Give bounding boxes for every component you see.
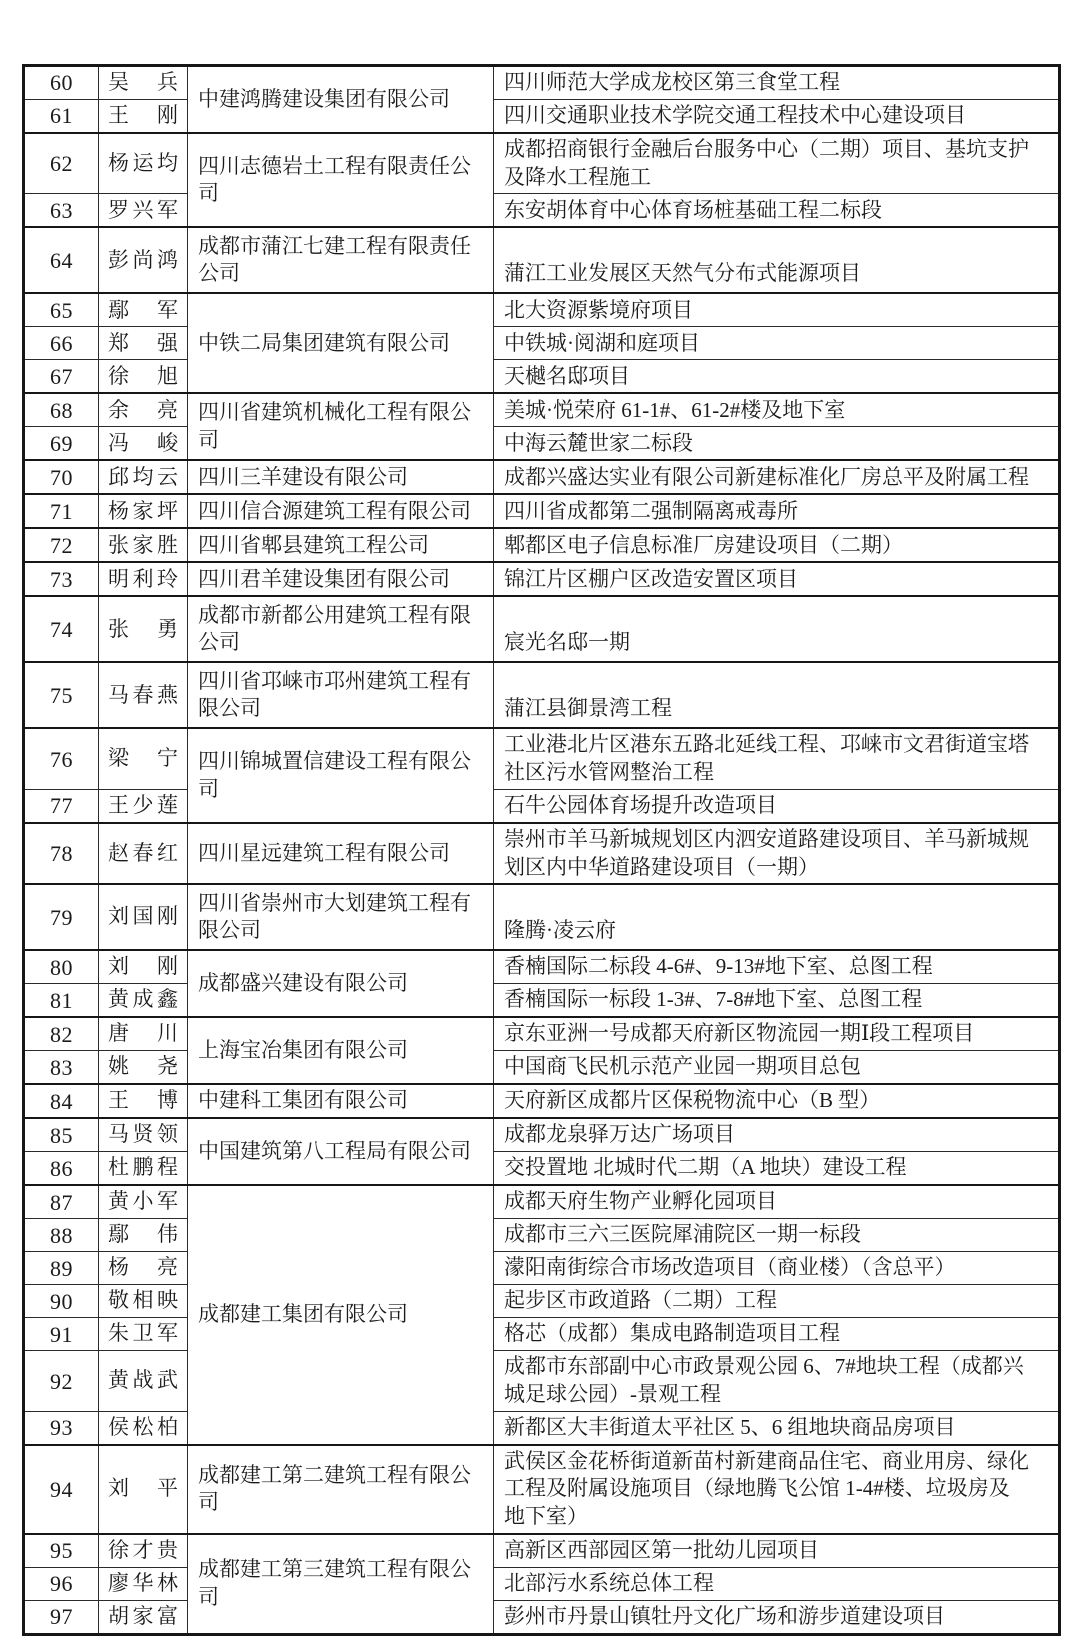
person-name: 马贤领 (108, 1122, 178, 1147)
person-name-cell (99, 327, 188, 360)
row-number-cell: 93 (24, 1411, 99, 1445)
row-number-cell: 80 (24, 950, 99, 984)
row-number-cell: 84 (24, 1084, 99, 1118)
person-name: 明利玲 (108, 566, 178, 591)
person-name-cell (99, 293, 188, 327)
table-row (24, 1411, 1060, 1445)
person-name: 张 勇 (108, 616, 178, 641)
row-number-cell: 77 (24, 789, 99, 823)
person-name: 郑 强 (108, 330, 178, 355)
project-cell: 中铁城·阅湖和庭项目 (494, 327, 1060, 360)
company-cell: 中建鸿腾建设集团有限公司 (188, 66, 494, 134)
row-number-cell: 69 (24, 427, 99, 461)
company-cell: 四川省崇州市大划建筑工程有限公司 (188, 884, 494, 950)
company-cell: 四川省郫县建筑工程公司 (188, 528, 494, 562)
table-row (24, 1084, 1060, 1118)
table-row (24, 1351, 1060, 1411)
person-name: 唐 川 (108, 1021, 178, 1046)
project-cell: 香楠国际二标段 4-6#、9-13#地下室、总图工程 (494, 950, 1060, 984)
project-cell: 格芯（成都）集成电路制造项目工程 (494, 1318, 1060, 1351)
person-name-cell (99, 133, 188, 194)
table-row (24, 662, 1060, 728)
table-row (24, 823, 1060, 884)
person-name-cell (99, 1534, 188, 1568)
person-name: 罗兴军 (108, 197, 178, 222)
table-row (24, 1219, 1060, 1252)
person-name-cell (99, 194, 188, 228)
person-name-cell (99, 1084, 188, 1118)
row-number-cell: 72 (24, 528, 99, 562)
row-number-cell: 92 (24, 1351, 99, 1411)
row-number-cell: 66 (24, 327, 99, 360)
person-name: 胡家富 (108, 1604, 178, 1629)
person-name: 朱卫军 (108, 1321, 178, 1346)
row-number-cell: 88 (24, 1219, 99, 1252)
person-name: 杨运均 (108, 150, 178, 175)
project-cell: 彭州市丹景山镇牡丹文化广场和游步道建设项目 (494, 1600, 1060, 1634)
project-cell: 成都天府生物产业孵化园项目 (494, 1185, 1060, 1219)
table-row (24, 1118, 1060, 1152)
table-row (24, 950, 1060, 984)
row-number-cell: 65 (24, 293, 99, 327)
person-name-cell (99, 1351, 188, 1411)
table-row (24, 528, 1060, 562)
project-cell: 工业港北片区港东五路北延线工程、邛崃市文君街道宝塔社区污水管网整治工程 (494, 728, 1060, 789)
row-number-cell: 73 (24, 562, 99, 596)
project-cell: 成都招商银行金融后台服务中心（二期）项目、基坑支护及降水工程施工 (494, 133, 1060, 194)
project-cell: 成都兴盛达实业有限公司新建标准化厂房总平及附属工程 (494, 460, 1060, 494)
person-name: 王少莲 (108, 793, 178, 818)
company-cell: 成都市新都公用建筑工程有限公司 (188, 596, 494, 662)
person-name: 侯松柏 (108, 1414, 178, 1439)
person-name-cell (99, 1411, 188, 1445)
project-cell: 濛阳南街综合市场改造项目（商业楼）（含总平） (494, 1252, 1060, 1285)
row-number-cell: 61 (24, 100, 99, 134)
company-cell: 四川志德岩土工程有限责任公司 (188, 133, 494, 227)
personnel-project-table (22, 64, 1061, 1636)
table-row (24, 227, 1060, 293)
row-number-cell: 60 (24, 66, 99, 100)
person-name: 彭尚鸿 (108, 247, 178, 272)
table-row (24, 728, 1060, 789)
table-row (24, 596, 1060, 662)
table-row (24, 1252, 1060, 1285)
company-cell: 成都市蒲江七建工程有限责任公司 (188, 227, 494, 293)
person-name-cell (99, 494, 188, 528)
table-row (24, 1017, 1060, 1051)
person-name: 杨 亮 (108, 1255, 178, 1280)
company-cell: 四川君羊建设集团有限公司 (188, 562, 494, 596)
person-name: 余 亮 (108, 397, 178, 422)
project-cell: 成都市三六三医院犀浦院区一期一标段 (494, 1219, 1060, 1252)
project-cell: 京东亚洲一号成都天府新区物流园一期Ⅰ段工程项目 (494, 1017, 1060, 1051)
table-row (24, 494, 1060, 528)
person-name-cell (99, 66, 188, 100)
row-number-cell: 74 (24, 596, 99, 662)
project-cell: 成都市东部副中心市政景观公园 6、7#地块工程（成都兴城足球公园）-景观工程 (494, 1351, 1060, 1411)
company-cell: 中国建筑第八工程局有限公司 (188, 1118, 494, 1185)
row-number-cell: 67 (24, 360, 99, 394)
company-cell: 四川三羊建设有限公司 (188, 460, 494, 494)
project-cell: 宸光名邸一期 (494, 596, 1060, 662)
person-name: 王 刚 (108, 103, 178, 128)
person-name: 刘 刚 (108, 954, 178, 979)
project-cell: 天府新区成都片区保税物流中心（B 型） (494, 1084, 1060, 1118)
person-name: 杜鹏程 (108, 1155, 178, 1180)
person-name: 黄战武 (108, 1368, 178, 1393)
row-number-cell: 79 (24, 884, 99, 950)
table-row (24, 1051, 1060, 1085)
row-number-cell: 94 (24, 1445, 99, 1534)
person-name: 赵春红 (108, 840, 178, 865)
person-name: 黄小军 (108, 1189, 178, 1214)
project-cell: 东安胡体育中心体育场桩基础工程二标段 (494, 194, 1060, 228)
person-name: 徐 旭 (108, 363, 178, 388)
row-number-cell: 68 (24, 393, 99, 427)
table-row (24, 1318, 1060, 1351)
person-name: 王 博 (108, 1088, 178, 1113)
person-name-cell (99, 427, 188, 461)
row-number-cell: 86 (24, 1152, 99, 1186)
row-number-cell: 87 (24, 1185, 99, 1219)
person-name-cell (99, 789, 188, 823)
person-name: 黄成鑫 (108, 987, 178, 1012)
person-name: 姚 尧 (108, 1054, 178, 1079)
person-name-cell (99, 1445, 188, 1534)
project-cell: 起步区市政道路（二期）工程 (494, 1285, 1060, 1318)
table-row (24, 562, 1060, 596)
document-page (22, 64, 1061, 1636)
company-cell: 成都建工集团有限公司 (188, 1185, 494, 1444)
person-name: 杨家坪 (108, 498, 178, 523)
company-cell: 成都盛兴建设有限公司 (188, 950, 494, 1017)
table-row (24, 66, 1060, 100)
table-row (24, 460, 1060, 494)
company-cell: 中建科工集团有限公司 (188, 1084, 494, 1118)
person-name-cell (99, 1152, 188, 1186)
person-name-cell (99, 1118, 188, 1152)
person-name-cell (99, 596, 188, 662)
row-number-cell: 97 (24, 1600, 99, 1634)
person-name-cell (99, 528, 188, 562)
person-name: 马春燕 (108, 682, 178, 707)
person-name-cell (99, 1219, 188, 1252)
project-cell: 中国商飞民机示范产业园一期项目总包 (494, 1051, 1060, 1085)
person-name-cell (99, 1600, 188, 1634)
table-row (24, 327, 1060, 360)
table-row (24, 133, 1060, 194)
row-number-cell: 90 (24, 1285, 99, 1318)
row-number-cell: 63 (24, 194, 99, 228)
row-number-cell: 70 (24, 460, 99, 494)
person-name-cell (99, 1318, 188, 1351)
person-name: 鄢 伟 (108, 1222, 178, 1247)
person-name-cell (99, 1285, 188, 1318)
person-name: 廖华林 (108, 1571, 178, 1596)
project-cell: 郫都区电子信息标准厂房建设项目（二期） (494, 528, 1060, 562)
project-cell: 崇州市羊马新城规划区内泗安道路建设项目、羊马新城规划区内中华道路建设项目（一期） (494, 823, 1060, 884)
project-cell: 四川师范大学成龙校区第三食堂工程 (494, 66, 1060, 100)
person-name-cell (99, 1252, 188, 1285)
project-cell: 交投置地 北城时代二期（A 地块）建设工程 (494, 1152, 1060, 1186)
person-name-cell (99, 1017, 188, 1051)
company-cell: 上海宝冶集团有限公司 (188, 1017, 494, 1084)
person-name-cell (99, 823, 188, 884)
company-cell: 四川信合源建筑工程有限公司 (188, 494, 494, 528)
project-cell: 锦江片区棚户区改造安置区项目 (494, 562, 1060, 596)
project-cell: 成都龙泉驿万达广场项目 (494, 1118, 1060, 1152)
person-name: 邱均云 (108, 464, 178, 489)
person-name: 鄢 军 (108, 297, 178, 322)
row-number-cell: 71 (24, 494, 99, 528)
person-name-cell (99, 460, 188, 494)
project-cell: 武侯区金花桥街道新苗村新建商品住宅、商业用房、绿化工程及附属设施项目（绿地腾飞公馆 1-4#楼、垃圾房及地下室） (494, 1445, 1060, 1534)
project-cell: 四川交通职业技术学院交通工程技术中心建设项目 (494, 100, 1060, 134)
row-number-cell: 75 (24, 662, 99, 728)
row-number-cell: 85 (24, 1118, 99, 1152)
person-name-cell (99, 227, 188, 293)
table-body (24, 66, 1060, 1635)
row-number-cell: 76 (24, 728, 99, 789)
project-cell: 蒲江工业发展区天然气分布式能源项目 (494, 227, 1060, 293)
table-row (24, 1185, 1060, 1219)
project-cell: 蒲江县御景湾工程 (494, 662, 1060, 728)
company-cell: 成都建工第三建筑工程有限公司 (188, 1534, 494, 1635)
table-row (24, 789, 1060, 823)
person-name-cell (99, 1051, 188, 1085)
person-name: 徐才贵 (108, 1538, 178, 1563)
project-cell: 高新区西部园区第一批幼儿园项目 (494, 1534, 1060, 1568)
project-cell: 新都区大丰街道太平社区 5、6 组地块商品房项目 (494, 1411, 1060, 1445)
table-row (24, 884, 1060, 950)
person-name: 张家胜 (108, 532, 178, 557)
project-cell: 中海云麓世家二标段 (494, 427, 1060, 461)
row-number-cell: 96 (24, 1567, 99, 1600)
company-cell: 中铁二局集团建筑有限公司 (188, 293, 494, 393)
person-name-cell (99, 884, 188, 950)
row-number-cell: 78 (24, 823, 99, 884)
company-cell: 四川省建筑机械化工程有限公司 (188, 393, 494, 460)
project-cell: 天樾名邸项目 (494, 360, 1060, 394)
project-cell: 北大资源紫境府项目 (494, 293, 1060, 327)
company-cell: 四川星远建筑工程有限公司 (188, 823, 494, 884)
company-cell: 四川锦城置信建设工程有限公司 (188, 728, 494, 822)
table-row (24, 427, 1060, 461)
row-number-cell: 95 (24, 1534, 99, 1568)
person-name-cell (99, 1567, 188, 1600)
row-number-cell: 62 (24, 133, 99, 194)
table-row (24, 1285, 1060, 1318)
table-row (24, 1445, 1060, 1534)
table-row (24, 360, 1060, 394)
person-name-cell (99, 360, 188, 394)
project-cell: 四川省成都第二强制隔离戒毒所 (494, 494, 1060, 528)
person-name-cell (99, 984, 188, 1018)
company-cell: 成都建工第二建筑工程有限公司 (188, 1445, 494, 1534)
project-cell: 香楠国际一标段 1-3#、7-8#地下室、总图工程 (494, 984, 1060, 1018)
person-name-cell (99, 393, 188, 427)
person-name: 敬相映 (108, 1288, 178, 1313)
person-name: 冯 峻 (108, 430, 178, 455)
person-name-cell (99, 950, 188, 984)
row-number-cell: 89 (24, 1252, 99, 1285)
table-row (24, 1600, 1060, 1634)
table-row (24, 393, 1060, 427)
project-cell: 美城·悦荣府 61-1#、61-2#楼及地下室 (494, 393, 1060, 427)
table-row (24, 100, 1060, 134)
table-row (24, 1534, 1060, 1568)
person-name-cell (99, 100, 188, 134)
row-number-cell: 82 (24, 1017, 99, 1051)
person-name-cell (99, 1185, 188, 1219)
person-name-cell (99, 728, 188, 789)
person-name-cell (99, 562, 188, 596)
table-row (24, 1567, 1060, 1600)
company-cell: 四川省邛崃市邛州建筑工程有限公司 (188, 662, 494, 728)
person-name: 吴 兵 (108, 70, 178, 95)
table-row (24, 194, 1060, 228)
table-row (24, 1152, 1060, 1186)
table-row (24, 293, 1060, 327)
person-name-cell (99, 662, 188, 728)
person-name: 刘 平 (108, 1476, 178, 1501)
row-number-cell: 83 (24, 1051, 99, 1085)
person-name: 刘国刚 (108, 904, 178, 929)
row-number-cell: 64 (24, 227, 99, 293)
project-cell: 北部污水系统总体工程 (494, 1567, 1060, 1600)
project-cell: 石牛公园体育场提升改造项目 (494, 789, 1060, 823)
project-cell: 隆腾·凌云府 (494, 884, 1060, 950)
row-number-cell: 81 (24, 984, 99, 1018)
table-row (24, 984, 1060, 1018)
row-number-cell: 91 (24, 1318, 99, 1351)
person-name: 梁 宁 (108, 746, 178, 771)
